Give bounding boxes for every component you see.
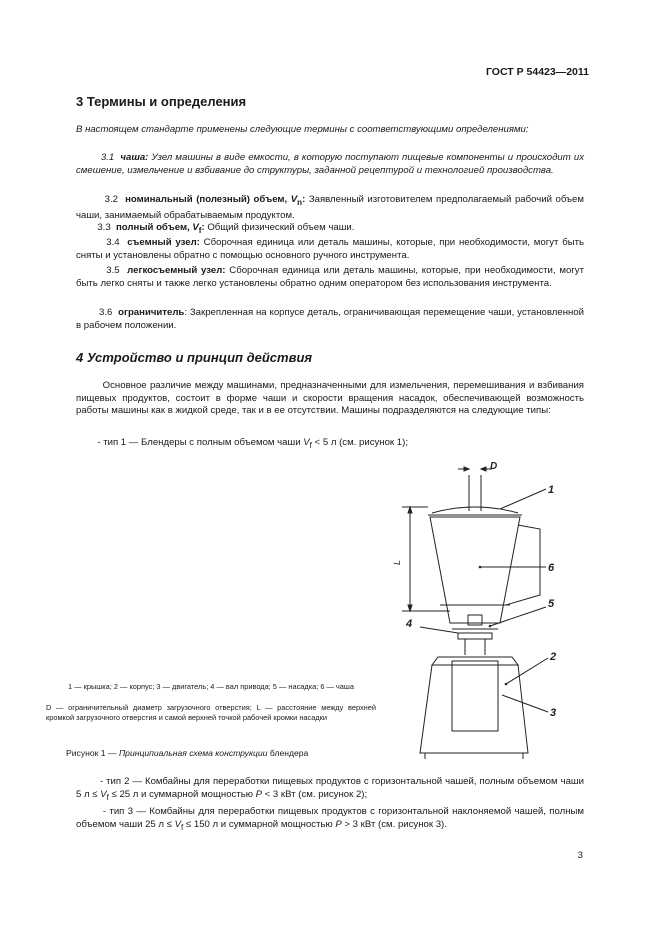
label-l: L [392,559,402,565]
leader-5 [490,607,546,626]
page-number: 3 [577,850,583,861]
motor [452,661,498,731]
document-header: ГОСТ Р 54423—2011 [485,66,589,78]
type-2-line: - тип 2 — Комбайны для переработки пищевых продуктов с горизонтальной чашей, полным объемом чаши 5 $л \le V_f \le 25$ л и суммарной мощностью P < 3 кВт (см. рисунок 2); [76,776,584,802]
figure-legend-parts: 1 — крышка; 2 — корпус; 3 — двигатель; 4 — вал привода; 5 — насадка; 6 — чаша [68,682,354,691]
lid [432,507,518,513]
callout-2: 2 [550,651,557,663]
leader-2 [506,658,548,684]
bowl [430,517,520,623]
dim-d-arrow-left [464,467,469,471]
callout-5: 5 [548,598,555,610]
base-body [420,665,528,753]
term-3-1: 3.1 чаша: Узел машины в виде емкости, в которую поступают пищевые компоненты и происходит их смешение, измельчение и взбивание до структуры, заданной рецептурой и технологией производства. [76,152,584,176]
section-3-intro: В настоящем стандарте применены следующие термины с соответствующими определениями: [76,124,529,135]
drive-coupling [458,633,492,639]
leader-4 [420,627,458,633]
dim-l-arrow-bottom [408,605,412,611]
dim-d-arrow-right [481,467,486,471]
dot-5 [489,625,492,628]
section-4-paragraph: Основное различие между машинами, предназначенными для измельчения, перемешивания и взбивания пищевых продуктов, состоит в форме чаши и скорости вращения насадок, обеспечивающей возможность работы машины как в жидкой среде, так и в ее отсутствии. Машины подразделяются на следующие типы: [76,380,584,417]
figure-caption: Рисунок 1 — Принципиальная схема конструкции блендера [66,748,309,758]
leader-3 [502,695,548,712]
label-d: D [490,461,498,472]
callout-6: 6 [548,562,555,574]
dot-2 [505,683,508,686]
callout-1: 1 [548,484,555,496]
section-3-heading: 3 Термины и определения [76,94,247,109]
section-4-heading: 4 Устройство и принцип действия [76,350,313,365]
dot-6 [479,566,482,569]
term-3-2: 3.2 номинальный (полезный) объем, $V_n$: Заявленный изготовителем предполагаемый рабочий объем чаши, занимаемый обрабатываемым продуктом. [76,194,584,221]
type-1-line: - тип 1 — Блендеры с полным объемом чаши $V_f < 5$ л (см. рисунок 1); [97,437,408,450]
dim-l-arrow-top [408,507,412,513]
type-3-line: - тип 3 — Комбайны для переработки пищевых продуктов с горизонтальной наклоняемой чашей, полным объемом чаши 25 $л \le V_f \le 150$ л и суммарной мощностью P > 3 кВт (см. рисунок 3). [76,806,584,832]
term-3-3: 3.3 полный объем, $V_f$: Общий физический объем чаши. [97,222,355,235]
leader-1 [500,489,546,509]
blender-schematic [380,455,580,760]
term-3-6: 3.6 ограничитель: Закрепленная на корпусе деталь, ограничивающая перемещение чаши, установленной в рабочем положении. [76,307,584,331]
term-3-5: 3.5 легкосъемный узел: Сборочная единица или деталь машины, которые, при необходимости, могут быть легко сняты и также легко установлены обратно одним оператором без использования инструмента. [76,265,584,289]
figure-legend-dimensions: D — ограничительный диаметр загрузочного отверстия; L — расстояние между верхней кромкой загрузочного отверстия и самой верхней точкой рабочей кромки насадки [46,703,376,722]
callout-3: 3 [550,707,557,719]
term-3-4: 3.4 съемный узел: Сборочная единица или деталь машины, которые, при необходимости, могут быть сняты и установлены обратно с помощью основного ручного инструмента. [76,237,584,261]
callout-4: 4 [406,618,413,630]
